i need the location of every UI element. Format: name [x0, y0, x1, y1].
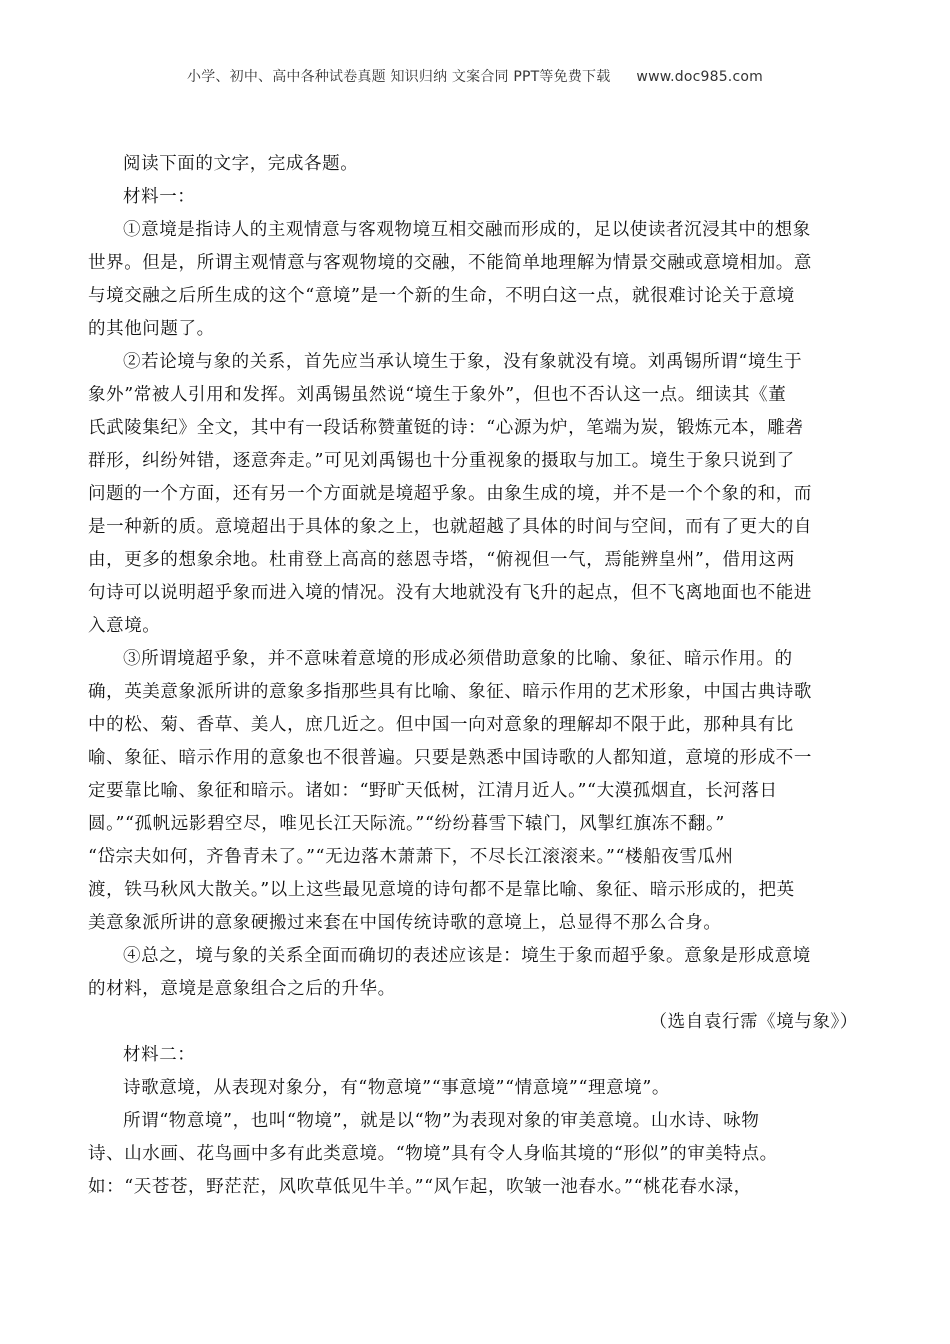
- header-text: 小学、初中、高中各种试卷真题 知识归纳 文案合同 PPT等免费下载: [187, 69, 611, 85]
- material-two-heading: 材料二：: [123, 1045, 196, 1065]
- page-header: [0, 66, 950, 86]
- text-line: 句诗可以说明超乎象而进入境的情况。没有大地就没有飞升的起点，但不飞离地面也不能进: [88, 583, 812, 603]
- text-line: 的材料，意境是意象组合之后的升华。: [88, 979, 396, 999]
- text-line: 由，更多的想象余地。杜甫登上高高的慈恩寺塔，“俯视但一气，焉能辨皇州”，借用这两: [88, 550, 795, 570]
- text-line: 诗歌意境，从表现对象分，有“物意境”“事意境”“情意境”“理意境”。: [123, 1078, 670, 1098]
- text-line: ④总之，境与象的关系全面而确切的表述应该是：境生于象而超乎象。意象是形成意境: [123, 946, 811, 966]
- text-line: 世界。但是，所谓主观情意与客观物境的交融，不能简单地理解为情景交融或意境相加。意: [88, 253, 812, 273]
- text-line: 象外”常被人引用和发挥。刘禹锡虽然说“境生于象外”，但也不否认这一点。细读其《董: [88, 385, 787, 405]
- text-line: 喻、象征、暗示作用的意象也不很普遍。只要是熟悉中国诗歌的人都知道，意境的形成不一: [88, 748, 812, 768]
- text-line: 中的松、菊、香草、美人，庶几近之。但中国一向对意象的理解却不限于此，那种具有比: [88, 715, 794, 735]
- source-citation: （选自袁行霈《境与象》）: [649, 1012, 858, 1032]
- text-line: 是一种新的质。意境超出于具体的象之上，也就超越了具体的时间与空间，而有了更大的自: [88, 517, 812, 537]
- instruction-line: 阅读下面的文字，完成各题。: [123, 154, 359, 174]
- text-line: 氏武陵集纪》全文，其中有一段话称赞董铤的诗：“心源为炉，笔端为炭，锻炼元本，雕砻: [88, 418, 804, 438]
- text-line: ③所谓境超乎象，并不意味着意境的形成必须借助意象的比喻、象征、暗示作用。的: [123, 649, 793, 669]
- text-line: 所谓“物意境”，也叫“物境”，就是以“物”为表现对象的审美意境。山水诗、咏物: [123, 1111, 760, 1131]
- header-site-link[interactable]: www.doc985.com: [636, 69, 763, 85]
- text-line: 定要靠比喻、象征和暗示。诸如：“野旷天低树，江清月近人。”“大漠孤烟直，长河落日: [88, 781, 778, 801]
- text-line: 确，英美意象派所讲的意象多指那些具有比喻、象征、暗示作用的艺术形象，中国古典诗歌: [88, 682, 812, 702]
- text-line: 圆。”“孤帆远影碧空尽，唯见长江天际流。”“纷纷暮雪下辕门，风掣红旗冻不翻。”: [88, 814, 725, 834]
- text-line: “岱宗夫如何，齐鲁青未了。”“无边落木萧萧下，不尽长江滚滚来。”“楼船夜雪瓜州: [88, 847, 734, 867]
- text-line: 入意境。: [88, 616, 161, 636]
- text-line: 与境交融之后所生成的这个“意境”是一个新的生命，不明白这一点，就很难讨论关于意境: [88, 286, 795, 306]
- text-line: ②若论境与象的关系，首先应当承认境生于象，没有象就没有境。刘禹锡所谓“境生于: [123, 352, 803, 372]
- text-line: 群形，纠纷舛错，逐意奔走。”可见刘禹锡也十分重视象的摄取与加工。境生于象只说到了: [88, 451, 795, 471]
- text-line: 如：“天苍苍，野茫茫，风吹草低见牛羊。”“风乍起，吹皱一池春水。”“桃花春水渌，: [88, 1177, 752, 1197]
- article-body: [88, 148, 860, 1204]
- text-line: 问题的一个方面，还有另一个方面就是境超乎象。由象生成的境，并不是一个个象的和，而: [88, 484, 812, 504]
- text-line: 的其他问题了。: [88, 319, 215, 339]
- material-one-heading: 材料一：: [123, 187, 196, 207]
- text-line: 美意象派所讲的意象硬搬过来套在中国传统诗歌的意境上，总显得不那么合身。: [88, 913, 722, 933]
- text-line: 诗、山水画、花鸟画中多有此类意境。“物境”具有令人身临其境的“形似”的审美特点。: [88, 1144, 778, 1164]
- text-line: ①意境是指诗人的主观情意与客观物境互相交融而形成的，足以使读者沉浸其中的想象: [123, 220, 811, 240]
- text-line: 渡，铁马秋风大散关。”以上这些最见意境的诗句都不是靠比喻、象征、暗示形成的，把英: [88, 880, 795, 900]
